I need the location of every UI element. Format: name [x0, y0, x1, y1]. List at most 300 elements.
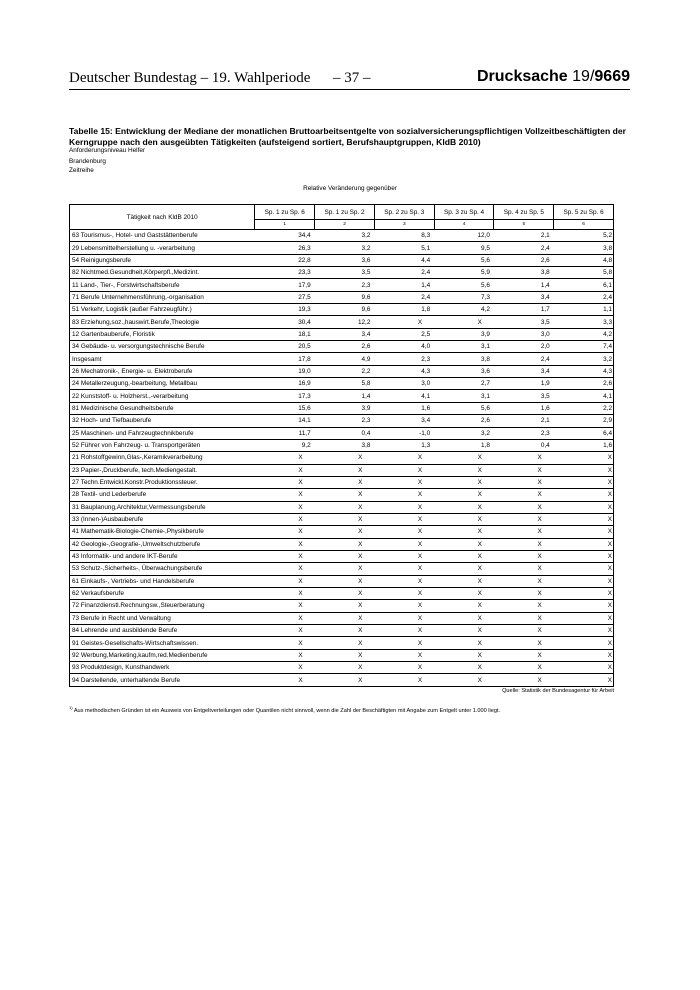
table-cell: X — [554, 476, 614, 488]
row-label: 41 Mathematik-Biologie-Chemie-,Physikberufe — [70, 526, 255, 538]
row-label: 51 Verkehr, Logistik (außer Fahrzeugführ.) — [70, 304, 255, 316]
table-row — [70, 341, 614, 353]
table-cell: X — [434, 637, 494, 649]
table-cell: 4,1 — [554, 390, 614, 402]
table-cell: X — [374, 464, 434, 476]
row-label: 94 Darstellende, unterhaltende Berufe — [70, 674, 255, 686]
table-row — [70, 612, 614, 624]
table-cell: 9,5 — [434, 242, 494, 254]
table-cell: X — [374, 489, 434, 501]
table-cell: X — [494, 662, 554, 674]
table-row — [70, 600, 614, 612]
table-cell: 2,3 — [315, 279, 375, 291]
row-label: 72 Finanzdienstl.Rechnungsw.,Steuerberatung — [70, 600, 255, 612]
table-cell: 20,5 — [255, 341, 315, 353]
table-cell: 1,8 — [374, 304, 434, 316]
table-cell: X — [434, 600, 494, 612]
table-row — [70, 291, 614, 303]
table-cell: X — [255, 587, 315, 599]
table-cell: X — [554, 575, 614, 587]
table-cell: 3,1 — [434, 341, 494, 353]
table-cell: 5,8 — [554, 267, 614, 279]
table-cell: 17,9 — [255, 279, 315, 291]
table-cell: 3,8 — [494, 267, 554, 279]
table-row — [70, 464, 614, 476]
row-label: 93 Produktdesign, Kunsthandwerk — [70, 662, 255, 674]
table-cell: 23,3 — [255, 267, 315, 279]
table-cell: X — [434, 662, 494, 674]
column-number: 5 — [494, 220, 554, 230]
table-cell: X — [554, 452, 614, 464]
table-cell: X — [374, 452, 434, 464]
table-row — [70, 439, 614, 451]
table-cell: 3,5 — [494, 390, 554, 402]
table-cell: X — [255, 674, 315, 686]
table-cell: 4,3 — [554, 365, 614, 377]
table-cell: 5,6 — [434, 279, 494, 291]
table-cell: 7,3 — [434, 291, 494, 303]
table-cell: 3,5 — [494, 316, 554, 328]
table-cell: 27,5 — [255, 291, 315, 303]
table-cell: 2,4 — [554, 291, 614, 303]
row-label: 11 Land-, Tier-, Forstwirtschaftsberufe — [70, 279, 255, 291]
table-cell: X — [255, 575, 315, 587]
table-cell: 3,0 — [494, 328, 554, 340]
table-cell: X — [315, 464, 375, 476]
table-cell: X — [315, 550, 375, 562]
row-label: 23 Papier-,Druckberufe, tech.Mediengestalt. — [70, 464, 255, 476]
table-row — [70, 575, 614, 587]
table-cell: 2,3 — [494, 427, 554, 439]
table-cell: 3,9 — [434, 328, 494, 340]
table-cell: X — [255, 489, 315, 501]
table-cell: X — [255, 637, 315, 649]
table-cell: X — [315, 526, 375, 538]
table-cell: X — [315, 575, 375, 587]
table-cell: X — [374, 649, 434, 661]
table-cell: X — [434, 513, 494, 525]
row-label: 73 Berufe in Recht und Verwaltung — [70, 612, 255, 624]
data-table — [69, 204, 614, 687]
table-cell: 1,6 — [374, 402, 434, 414]
table-row — [70, 390, 614, 402]
table-cell: X — [554, 674, 614, 686]
table-cell: X — [434, 649, 494, 661]
table-cell: 2,4 — [374, 291, 434, 303]
document-number-prefix: 19/ — [572, 68, 595, 85]
table-cell: X — [374, 563, 434, 575]
table-cell: X — [255, 476, 315, 488]
table-cell: X — [494, 649, 554, 661]
table-cell: X — [554, 563, 614, 575]
table-cell: X — [494, 513, 554, 525]
table-cell: 2,5 — [374, 328, 434, 340]
table-cell: X — [255, 600, 315, 612]
table-row — [70, 501, 614, 513]
table-cell: 4,2 — [554, 328, 614, 340]
table-row — [70, 476, 614, 488]
table-row — [70, 230, 614, 242]
table-cell: X — [434, 316, 494, 328]
table-cell: X — [255, 501, 315, 513]
table-cell: 34,4 — [255, 230, 315, 242]
row-label: 43 Informatik- und andere IKT-Berufe — [70, 550, 255, 562]
row-header: Tätigkeit nach KldB 2010 — [70, 205, 255, 230]
table-cell: X — [434, 587, 494, 599]
table-cell: 3,4 — [494, 291, 554, 303]
table-cell: 3,9 — [315, 402, 375, 414]
table-cell: 2,4 — [494, 242, 554, 254]
table-cell: 5,2 — [554, 230, 614, 242]
table-cell: X — [494, 600, 554, 612]
table-row — [70, 538, 614, 550]
table-caption: Relative Veränderung gegenüber — [303, 185, 397, 192]
table-cell: X — [374, 612, 434, 624]
row-label: Insgesamt — [70, 353, 255, 365]
table-cell: X — [434, 452, 494, 464]
row-label: 42 Geologie-,Geografie-,Umweltschutzberufe — [70, 538, 255, 550]
row-label: 84 Lehrende und ausbildende Berufe — [70, 625, 255, 637]
table-row — [70, 254, 614, 266]
table-body — [70, 230, 614, 687]
column-number: 4 — [434, 220, 494, 230]
table-cell: 4,0 — [374, 341, 434, 353]
column-number: 3 — [374, 220, 434, 230]
row-label: 81 Medizinische Gesundheitsberufe — [70, 402, 255, 414]
table-cell: 7,4 — [554, 341, 614, 353]
table-cell: X — [315, 662, 375, 674]
table-cell: X — [255, 526, 315, 538]
table-row — [70, 513, 614, 525]
column-header: Sp. 1 zu Sp. 6 — [255, 205, 315, 220]
row-label: 61 Einkaufs-, Vertriebs- und Handelsberufe — [70, 575, 255, 587]
table-cell: X — [374, 501, 434, 513]
table-cell: 0,4 — [494, 439, 554, 451]
table-cell: X — [255, 538, 315, 550]
table-cell: 5,6 — [434, 402, 494, 414]
table-cell: X — [315, 563, 375, 575]
table-cell: X — [494, 563, 554, 575]
table-cell: 5,6 — [434, 254, 494, 266]
table-cell: X — [255, 550, 315, 562]
row-label: 63 Tourismus-, Hotel- und Gaststättenberufe — [70, 230, 255, 242]
table-cell: 2,0 — [494, 341, 554, 353]
table-row — [70, 267, 614, 279]
row-label: 12 Gartenbauberufe, Floristik — [70, 328, 255, 340]
table-row — [70, 328, 614, 340]
table-cell: 14,1 — [255, 415, 315, 427]
table-cell: 1,8 — [434, 439, 494, 451]
table-cell: X — [554, 637, 614, 649]
table-cell: 2,3 — [315, 415, 375, 427]
table-row — [70, 427, 614, 439]
table-row — [70, 279, 614, 291]
row-label: 62 Verkaufsberufe — [70, 587, 255, 599]
table-row — [70, 402, 614, 414]
document-number-label: Drucksache — [476, 68, 568, 85]
table-cell: 17,3 — [255, 390, 315, 402]
table-cell: X — [434, 575, 494, 587]
footnote-marker: 1) — [69, 705, 73, 710]
column-header: Sp. 4 zu Sp. 5 — [494, 205, 554, 220]
table-cell: 1,7 — [494, 304, 554, 316]
table-cell: X — [374, 513, 434, 525]
table-cell: 3,8 — [434, 353, 494, 365]
table-cell: X — [315, 489, 375, 501]
table-cell: 18,1 — [255, 328, 315, 340]
table-cell: X — [434, 538, 494, 550]
table-row — [70, 662, 614, 674]
table-cell: 2,6 — [315, 341, 375, 353]
row-label: 92 Werbung,Marketing,kaufm,red.Medienberufe — [70, 649, 255, 661]
table-cell: X — [374, 316, 434, 328]
meta-region: Brandenburg — [69, 158, 106, 165]
row-label: 22 Kunststoff- u. Holzherst.,-verarbeitung — [70, 390, 255, 402]
table-cell: X — [374, 662, 434, 674]
table-cell: X — [494, 587, 554, 599]
row-label: 29 Lebensmittelherstellung u. -verarbeitung — [70, 242, 255, 254]
table-cell: 3,2 — [315, 230, 375, 242]
table-cell: 2,2 — [554, 402, 614, 414]
row-label: 82 Nichtmed.Gesundheit,Körperpfl.,Medizint. — [70, 267, 255, 279]
table-cell: X — [434, 526, 494, 538]
row-label: 33 (Innen-)Ausbauberufe — [70, 513, 255, 525]
table-cell: 3,3 — [554, 316, 614, 328]
table-cell: -1,0 — [374, 427, 434, 439]
table-row — [70, 587, 614, 599]
table-cell: X — [374, 476, 434, 488]
table-cell: 1,4 — [315, 390, 375, 402]
row-label: 71 Berufe Unternehmensführung,-organisation — [70, 291, 255, 303]
table-cell: X — [374, 538, 434, 550]
table-cell: X — [554, 612, 614, 624]
table-cell: 3,0 — [374, 378, 434, 390]
table-cell: 8,3 — [374, 230, 434, 242]
table-cell: X — [315, 649, 375, 661]
table-cell: 3,6 — [434, 365, 494, 377]
running-header-left: Deutscher Bundestag – 19. Wahlperiode — [69, 70, 311, 86]
table-cell: X — [554, 538, 614, 550]
table-cell: 3,2 — [554, 353, 614, 365]
table-cell: 9,6 — [315, 304, 375, 316]
table-row — [70, 563, 614, 575]
meta-level: Anforderungsniveau Helfer — [69, 147, 146, 154]
footnote-text: Aus methodischen Gründen ist ein Ausweis von Entgeltverteilungen oder Quantilen nicht sinnvoll, wenn die Zahl der Beschäftigten mit Angabe zum Entgelt unter 1.000 liegt. — [73, 707, 501, 714]
table-row — [70, 378, 614, 390]
table-cell: X — [374, 550, 434, 562]
table-cell: 3,8 — [554, 242, 614, 254]
table-cell: X — [255, 464, 315, 476]
table-cell: X — [494, 674, 554, 686]
table-cell: X — [434, 476, 494, 488]
table-row — [70, 304, 614, 316]
table-cell: X — [255, 612, 315, 624]
column-header: Sp. 1 zu Sp. 2 — [315, 205, 375, 220]
table-cell: 3,5 — [315, 267, 375, 279]
row-label: 83 Erziehung,soz.,hauswirt.Berufe,Theologie — [70, 316, 255, 328]
table-cell: X — [315, 587, 375, 599]
table-cell: X — [554, 625, 614, 637]
table-cell: 1,6 — [554, 439, 614, 451]
document-number-value: 9669 — [594, 68, 630, 85]
table-cell: 3,4 — [315, 328, 375, 340]
table-cell: 9,2 — [255, 439, 315, 451]
table-cell: 2,1 — [494, 415, 554, 427]
table-cell: X — [494, 612, 554, 624]
table-cell: X — [494, 464, 554, 476]
table-cell: X — [554, 662, 614, 674]
table-cell: 4,3 — [374, 365, 434, 377]
table-cell: 3,8 — [315, 439, 375, 451]
table-cell: X — [554, 464, 614, 476]
table-cell: X — [374, 526, 434, 538]
table-row — [70, 526, 614, 538]
table-cell: X — [434, 674, 494, 686]
table-cell: X — [315, 501, 375, 513]
table-cell: X — [255, 625, 315, 637]
table-cell: X — [255, 662, 315, 674]
table-row — [70, 316, 614, 328]
table-cell: X — [315, 612, 375, 624]
table-cell: 2,7 — [434, 378, 494, 390]
row-label: 27 Techn.Entwickl.Konstr.Produktionssteuer. — [70, 476, 255, 488]
row-label: 21 Rohstoffgewinn,Glas-,Keramikverarbeitung — [70, 452, 255, 464]
table-cell: 1,9 — [494, 378, 554, 390]
table-cell: X — [554, 513, 614, 525]
table-cell: X — [315, 600, 375, 612]
column-header: Sp. 5 zu Sp. 6 — [554, 205, 614, 220]
table-cell: 1,3 — [374, 439, 434, 451]
table-cell: X — [494, 452, 554, 464]
table-cell: X — [434, 625, 494, 637]
table-cell: 12,2 — [315, 316, 375, 328]
table-cell: X — [494, 501, 554, 513]
row-label: 28 Textil- und Lederberufe — [70, 489, 255, 501]
table-row — [70, 242, 614, 254]
column-header: Sp. 2 zu Sp. 3 — [374, 205, 434, 220]
table-row — [70, 365, 614, 377]
table-cell: 4,8 — [554, 254, 614, 266]
table-cell: X — [494, 489, 554, 501]
table-cell: 1,4 — [494, 279, 554, 291]
table-cell: X — [374, 637, 434, 649]
table-cell: 1,4 — [374, 279, 434, 291]
table-cell: X — [315, 637, 375, 649]
table-cell: 4,1 — [374, 390, 434, 402]
row-label: 52 Führer von Fahrzeug- u. Transportgeräten — [70, 439, 255, 451]
table-cell: X — [494, 550, 554, 562]
table-cell: 6,4 — [554, 427, 614, 439]
table-row — [70, 637, 614, 649]
table-cell: 2,6 — [434, 415, 494, 427]
table-row — [70, 649, 614, 661]
table-cell: X — [494, 637, 554, 649]
table-cell: 2,9 — [554, 415, 614, 427]
column-number: 1 — [255, 220, 315, 230]
table-cell: X — [315, 476, 375, 488]
table-cell: X — [255, 513, 315, 525]
table-cell: 3,6 — [315, 254, 375, 266]
row-label: 53 Schutz-,Sicherheits-, Überwachungsberufe — [70, 563, 255, 575]
table-row — [70, 550, 614, 562]
table-cell: X — [374, 625, 434, 637]
column-number: 6 — [554, 220, 614, 230]
table-cell: X — [554, 501, 614, 513]
table-cell: 1,6 — [494, 402, 554, 414]
row-label: 26 Mechatronik-, Energie- u. Elektroberufe — [70, 365, 255, 377]
table-cell: X — [554, 649, 614, 661]
table-cell: 1,1 — [554, 304, 614, 316]
row-label: 31 Bauplanung,Architektur,Vermessungsberufe — [70, 501, 255, 513]
table-cell: X — [434, 550, 494, 562]
table-cell: 4,4 — [374, 254, 434, 266]
table-cell: 2,6 — [554, 378, 614, 390]
column-header: Sp. 3 zu Sp. 4 — [434, 205, 494, 220]
table-cell: 11,7 — [255, 427, 315, 439]
table-cell: 12,0 — [434, 230, 494, 242]
table-cell: X — [554, 600, 614, 612]
column-number: 2 — [315, 220, 375, 230]
table-cell: X — [434, 612, 494, 624]
table-row — [70, 415, 614, 427]
table-cell: 6,1 — [554, 279, 614, 291]
table-cell: X — [554, 587, 614, 599]
table-title: Tabelle 15: Entwicklung der Mediane der monatlichen Bruttoarbeitsentgelte von sozialversicherungspflichtigen Vollzeitbeschäftigten der Kerngruppe nach den ausgeübten Tätigkeiten (aufsteigend sortiert, Berufshauptgruppen, KldB 2010) — [69, 126, 626, 147]
table-cell: X — [434, 464, 494, 476]
table-cell: 4,2 — [434, 304, 494, 316]
page-number: – 37 – — [333, 70, 371, 86]
table-cell: X — [434, 501, 494, 513]
meta-series: Zeitreihe — [69, 167, 94, 174]
table-cell: 26,3 — [255, 242, 315, 254]
table-cell: X — [255, 649, 315, 661]
header-rule — [69, 89, 630, 90]
table-cell: 30,4 — [255, 316, 315, 328]
table-cell: 2,1 — [494, 230, 554, 242]
table-cell: 5,9 — [434, 267, 494, 279]
table-cell: X — [554, 489, 614, 501]
table-cell: X — [255, 563, 315, 575]
table-cell: 15,6 — [255, 402, 315, 414]
table-cell: 5,8 — [315, 378, 375, 390]
table-cell: X — [374, 600, 434, 612]
table-row — [70, 452, 614, 464]
table-cell: 19,3 — [255, 304, 315, 316]
table-cell: X — [494, 538, 554, 550]
table-cell: 3,1 — [434, 390, 494, 402]
table-cell: 5,1 — [374, 242, 434, 254]
table-cell: 3,4 — [374, 415, 434, 427]
table-row — [70, 353, 614, 365]
table-cell: X — [255, 452, 315, 464]
table-cell: X — [374, 674, 434, 686]
table-cell: 4,9 — [315, 353, 375, 365]
table-cell: 2,4 — [374, 267, 434, 279]
table-cell: X — [434, 563, 494, 575]
table-cell: 3,2 — [434, 427, 494, 439]
table-cell: X — [315, 625, 375, 637]
row-label: 34 Gebäude- u. versorgungstechnische Berufe — [70, 341, 255, 353]
table-row — [70, 625, 614, 637]
table-cell: 2,2 — [315, 365, 375, 377]
table-cell: 9,6 — [315, 291, 375, 303]
table-cell: X — [434, 489, 494, 501]
footnote — [69, 705, 500, 714]
table-cell: X — [374, 587, 434, 599]
table-source: Quelle: Statistik der Bundesagentur für Arbeit — [502, 688, 614, 694]
table-cell: X — [494, 476, 554, 488]
row-label: 54 Reinigungsberufe — [70, 254, 255, 266]
